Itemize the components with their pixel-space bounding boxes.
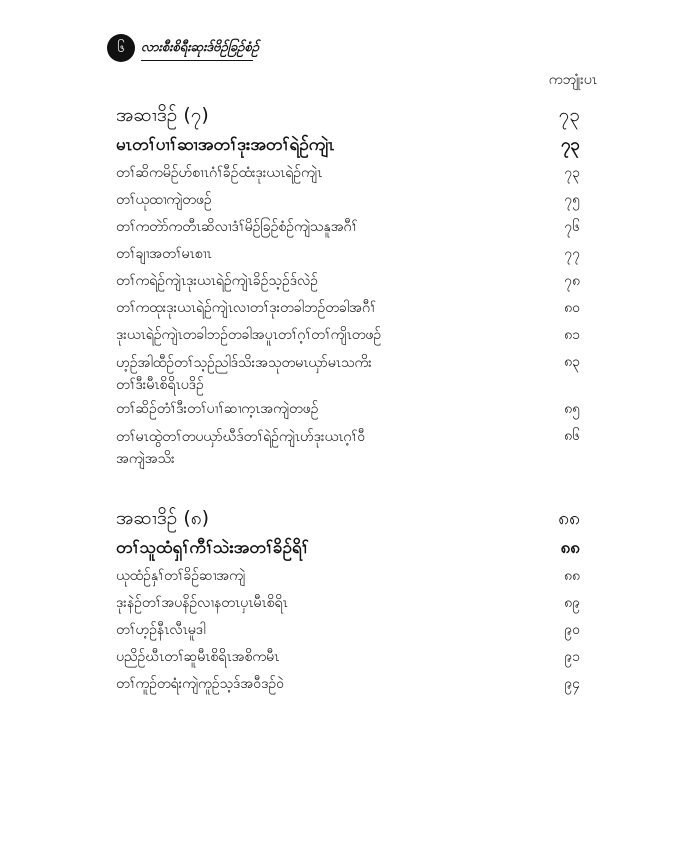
entry-title: တၢ်ဟ့ဉ်နီၤလီၤမူဒါ [116, 622, 206, 638]
table-of-contents [116, 100, 580, 698]
entry-page: ၇၇ [564, 246, 580, 262]
entry-page: ၉၁ [564, 649, 580, 665]
entry-page: ၈၁ [564, 327, 580, 343]
toc-entry[interactable] [116, 423, 580, 470]
entry-title: တၢ်ဆိကမိဉ်ဟ်စၢၤဂံၢ်ခီဉ်ထံးဒုးယၤရဲဉ်ကျဲၤ [116, 165, 323, 181]
entry-title: တၢ်ဆိဉ်တံၢ်ဒီးတၢ်ပၢၢ်ဆၢက့ၤအကျဲတဖဉ် [116, 401, 319, 417]
entry-title: ဟ့ဉ်အါထီဉ်တၢ်သ့ဉ်ညါဒ်သိးအသုတမၤယှာ်မၤသကိး တၢ်ဒီးမီၤစိရိၤပဒိဉ် [116, 355, 372, 393]
running-header-title: လားစီးစိရီးဆုးဒ်ဗိဉ်ခြဉ်စံဉ် [141, 40, 260, 55]
part-title: တၢ်သူထံရှၢ်ကီၢ်သဲးအတၢ်ခိဉ်ရိၢ် [116, 538, 309, 558]
toc-entry[interactable] [116, 295, 580, 322]
entry-title: တၢ်ကူဉ်တရံးကျဲကူဉ်သ့ဒ်အဝီဒဉ်ဝဲ [116, 676, 284, 692]
toc-entry[interactable] [116, 644, 580, 671]
entry-title: တၢ်ကထုးဒုးယၤရဲဉ်ကျဲၤလၢတၢ်ဒုးတခါဘဉ်တခါအဂီၢ် [116, 300, 376, 316]
entry-title: တၢ်ကတဲာ်ကတီၤဆိလၢဒံၢ်မိဉ်ခြဉ်စံဉ်ကျဲသနူအဂီၢ် [116, 219, 358, 235]
toc-entry[interactable] [116, 396, 580, 423]
toc-entry[interactable] [116, 187, 580, 214]
toc-part-heading[interactable] [116, 130, 580, 160]
toc-entry[interactable] [116, 160, 580, 187]
entry-page: ၉၀ [564, 622, 580, 638]
entry-page: ၇၆ [564, 219, 580, 235]
toc-chapter-heading[interactable] [116, 100, 580, 130]
entry-title: ပညိဉ်ဃီၤတၢ်ဆူမီၤစိရိၤအစိကမီၤ [116, 649, 280, 665]
entry-title: ဒုးနဲဉ်တၢ်အပနိဉ်လၢနတၤပှၤမီၤစိရိၤ [116, 595, 288, 611]
toc-entry[interactable] [116, 617, 580, 644]
entry-title: တၢ်မၤထွဲတၢ်တပယှာ်ဃီဒ်တၢ်ရဲဉ်ကျဲၤဟ်ဒုးယၤဂ့ၢ်ဝီ အကျဲအသိး [116, 429, 366, 467]
entry-page: ၈၆ [564, 428, 580, 444]
toc-entry[interactable] [116, 241, 580, 268]
toc-part-heading[interactable] [116, 533, 580, 563]
toc-entry[interactable] [116, 671, 580, 698]
header-underline [141, 60, 253, 61]
part-title: မၤတၢ်ပၢၢ်ဆၢအတၢ်ဒုးအတၢ်ရဲဉ်ကျဲၤ [116, 135, 335, 155]
toc-chapter-heading[interactable] [116, 503, 580, 533]
entry-page: ၇၅ [564, 192, 580, 208]
entry-page: ၈၀ [564, 300, 580, 316]
toc-entry[interactable] [116, 590, 580, 617]
part-page: ၈၈ [560, 538, 580, 558]
toc-entry[interactable] [116, 322, 580, 349]
chapter-title: အဆၢဒိဉ် (၇) [116, 104, 209, 126]
entry-title: ဒုးယၤရဲဉ်ကျဲၤတခါဘဉ်တခါအပူၤတၢ်ဂ့ၢ်တၢ်ကျိၤတဖဉ် [116, 327, 382, 343]
page-number-badge: ၆ [107, 34, 135, 62]
chapter-title: အဆၢဒိဉ် (၈) [116, 507, 210, 529]
entry-page: ၇၃ [564, 165, 580, 181]
toc-entry[interactable] [116, 349, 580, 396]
part-page: ၇၃ [560, 135, 580, 155]
page-column-label: ကဘျုံးပၤ [548, 72, 597, 88]
section-gap [116, 470, 580, 503]
entry-title: တၢ်ချၢအတၢ်မၤစၢၤ [116, 246, 212, 262]
entry-page: ၈၈ [564, 568, 580, 584]
chapter-page: ၇၃ [558, 104, 580, 126]
toc-entry[interactable] [116, 214, 580, 241]
toc-entry[interactable] [116, 563, 580, 590]
entry-title: တၢ်ကရဲဉ်ကျဲၤဒုးယၤရဲဉ်ကျဲၤခိဉ်သ့ဉ်ဒ်လဲဉ် [116, 273, 318, 289]
entry-title: တၢ်ယုထၢကျဲတဖဉ် [116, 192, 212, 208]
entry-page: ၈၉ [564, 595, 580, 611]
entry-page: ၇၈ [564, 273, 580, 289]
toc-entry[interactable] [116, 268, 580, 295]
chapter-page: ၈၈ [558, 507, 580, 529]
entry-title: ယုထံဉ်နှၢ်တၢ်ခိဉ်ဆၢအကျဲ [116, 568, 246, 584]
entry-page: ၉၄ [564, 676, 580, 692]
entry-page: ၈၅ [564, 401, 580, 417]
entry-page: ၈၃ [564, 354, 580, 370]
